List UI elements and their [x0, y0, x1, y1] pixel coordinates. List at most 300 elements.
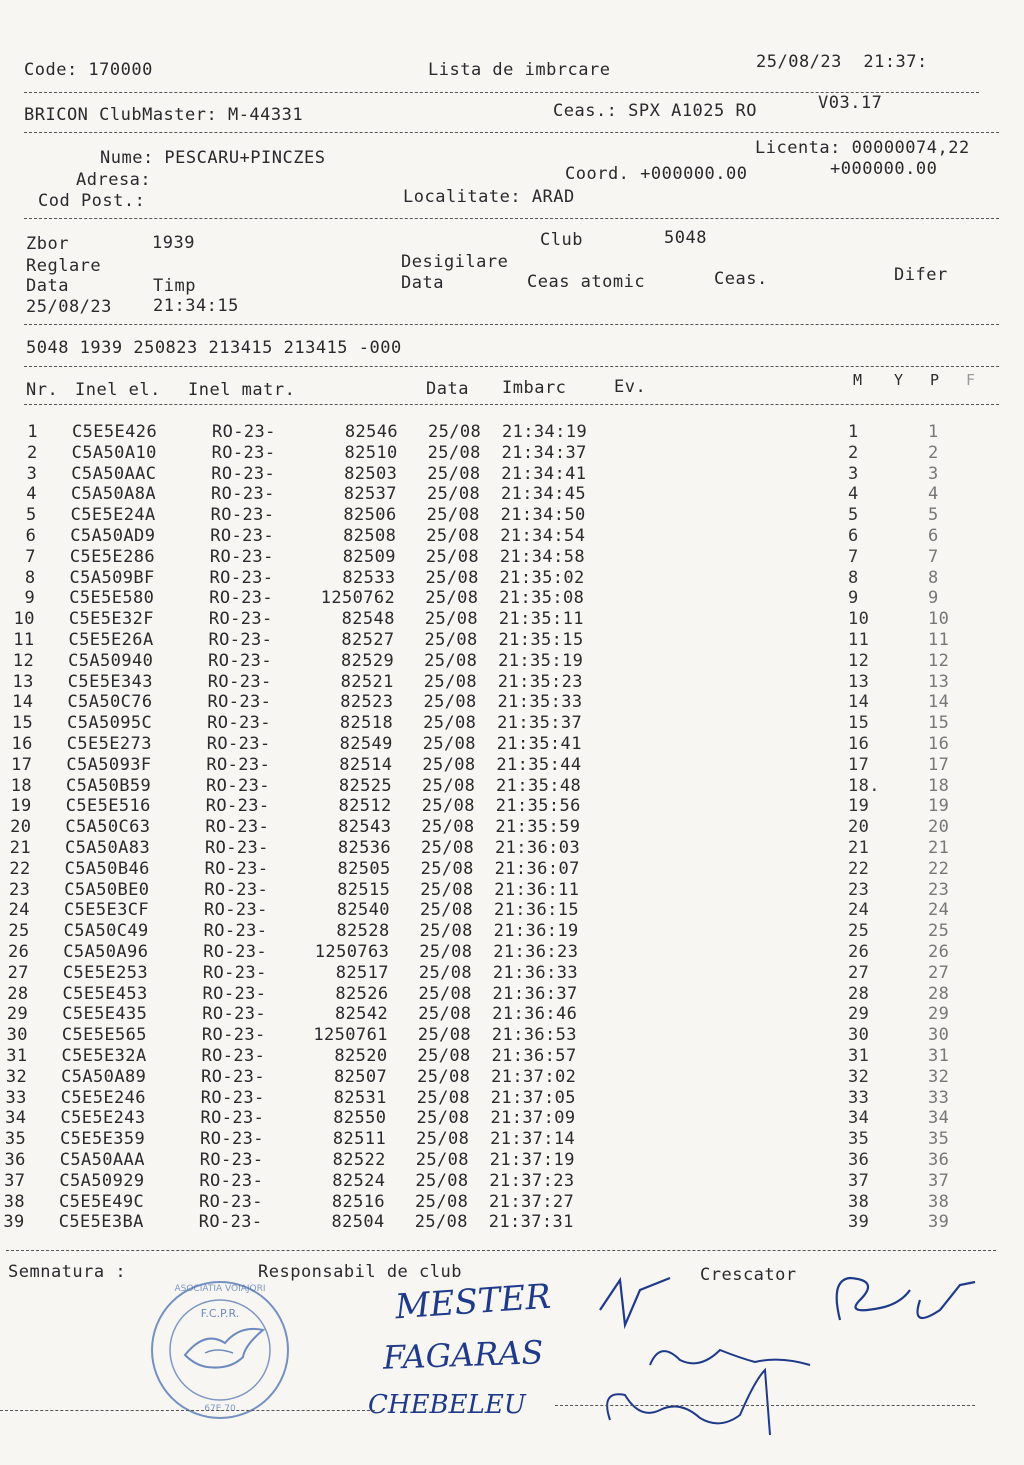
- row-p: 30: [928, 1025, 950, 1046]
- print-datetime: 25/08/23 21:37:: [756, 52, 928, 72]
- row-nr: 14: [12, 692, 34, 713]
- row-time: 21:35:23: [497, 671, 583, 692]
- row-p: 34: [928, 1108, 950, 1129]
- row-m: 37: [848, 1170, 870, 1191]
- row-inel-matr: 82537: [343, 484, 397, 505]
- difference-label: Difer: [894, 265, 948, 285]
- row-time: 21:37:05: [490, 1087, 576, 1108]
- row-inel-el: C5A509BF: [69, 567, 155, 588]
- row-inel-matr: 82505: [337, 858, 391, 879]
- row-prefix: RO-23-: [210, 505, 275, 526]
- row-time: 21:35:44: [496, 754, 582, 775]
- club-label: Club: [540, 230, 583, 250]
- table-row: [0, 526, 1024, 547]
- row-nr: 27: [7, 962, 29, 983]
- postal-code-label: Cod Post.:: [38, 191, 146, 211]
- row-p: 1: [928, 422, 939, 442]
- row-inel-matr: 82524: [332, 1170, 386, 1191]
- row-nr: 30: [6, 1025, 28, 1046]
- row-prefix: RO-23-: [205, 796, 270, 817]
- flight-number: 1939: [152, 233, 195, 253]
- row-nr: 32: [5, 1066, 28, 1087]
- row-date: 25/08: [415, 1150, 469, 1170]
- row-p: 11: [928, 630, 950, 650]
- col-inel-matr: Inel matr.: [188, 380, 296, 400]
- row-inel-el: C5E5E3BA: [58, 1212, 144, 1233]
- row-date: 25/08: [425, 588, 479, 609]
- table-row: [0, 1171, 1024, 1192]
- row-inel-matr: 82520: [334, 1046, 388, 1066]
- row-inel-el: C5A50C76: [67, 692, 153, 713]
- row-p: 31: [928, 1046, 950, 1066]
- row-date: 25/08: [421, 817, 475, 838]
- atomic-clock-label: Ceas atomic: [527, 272, 646, 292]
- row-date: 25/08: [423, 692, 477, 713]
- row-m: 26: [848, 942, 870, 962]
- row-nr: 1: [27, 422, 38, 442]
- row-date: 25/08: [424, 650, 478, 671]
- row-nr: 38: [3, 1191, 26, 1212]
- row-inel-el: C5A50A96: [63, 942, 149, 962]
- table-row: [0, 630, 1024, 651]
- row-date: 25/08: [425, 546, 480, 567]
- table-row: [0, 1004, 1024, 1025]
- row-p: 18: [928, 775, 950, 796]
- row-p: 16: [928, 734, 950, 754]
- row-m: 13: [848, 671, 870, 692]
- row-date: 25/08: [422, 775, 476, 796]
- row-nr: 4: [26, 484, 37, 505]
- row-p: 25: [928, 921, 950, 942]
- col-p: P: [930, 371, 940, 389]
- row-date: 25/08: [416, 1129, 470, 1150]
- club-master: BRICON ClubMaster: M-44331: [24, 105, 304, 125]
- row-time: 21:36:53: [491, 1025, 577, 1046]
- row-inel-matr: 1250763: [314, 942, 390, 962]
- row-prefix: RO-23-: [201, 1066, 265, 1087]
- row-nr: 13: [12, 671, 34, 692]
- table-row: [0, 963, 1024, 984]
- table-row: [0, 609, 1024, 630]
- row-date: 25/08: [427, 463, 481, 484]
- col-data: Data: [426, 379, 469, 399]
- row-m: 16: [848, 734, 870, 754]
- row-time: 21:34:19: [502, 422, 588, 442]
- row-prefix: RO-23-: [203, 900, 268, 921]
- row-date: 25/08: [417, 1046, 471, 1066]
- row-p: 35: [928, 1129, 950, 1150]
- row-p: 21: [928, 838, 950, 858]
- row-p: 26: [928, 942, 950, 962]
- row-date: 25/08: [423, 671, 477, 692]
- flight-label: Zbor: [26, 234, 69, 254]
- row-time: 21:34:41: [501, 463, 587, 484]
- row-date: 25/08: [426, 526, 480, 546]
- row-prefix: RO-23-: [199, 1170, 264, 1191]
- row-inel-el: C5A50929: [59, 1170, 145, 1191]
- row-inel-el: C5E5E580: [69, 588, 155, 609]
- table-row: [0, 1108, 1024, 1129]
- row-prefix: RO-23-: [211, 463, 276, 484]
- row-nr: 36: [4, 1150, 26, 1170]
- row-p: 24: [928, 900, 950, 921]
- row-inel-matr: 82525: [338, 775, 393, 796]
- row-p: 37: [928, 1170, 950, 1191]
- row-inel-matr: 82548: [341, 609, 395, 630]
- row-nr: 37: [4, 1170, 26, 1191]
- row-nr: 24: [8, 900, 30, 921]
- coordinates-2: +000000.00: [830, 159, 938, 179]
- row-time: 21:35:02: [499, 567, 585, 588]
- row-m: 14: [848, 692, 870, 713]
- row-p: 39: [928, 1212, 950, 1233]
- row-inel-el: C5A50A89: [61, 1066, 147, 1087]
- row-m: 11: [848, 630, 870, 650]
- signature-scribbles: [580, 1270, 980, 1450]
- row-p: 7: [928, 546, 939, 567]
- row-date: 25/08: [427, 442, 481, 463]
- row-time: 21:36:57: [491, 1046, 577, 1066]
- row-p: 8: [928, 567, 939, 588]
- row-p: 38: [928, 1191, 950, 1212]
- row-prefix: RO-23-: [205, 817, 270, 838]
- row-date: 25/08: [417, 1025, 472, 1046]
- row-m: 31: [848, 1046, 870, 1066]
- col-m: M: [853, 371, 863, 389]
- table-row: [0, 568, 1024, 589]
- date-label: Data: [26, 276, 69, 296]
- row-p: 33: [928, 1087, 950, 1108]
- row-m: 38: [848, 1191, 870, 1212]
- row-time: 21:34:45: [500, 484, 587, 505]
- row-prefix: RO-23-: [208, 650, 272, 671]
- row-p: 15: [928, 713, 950, 734]
- table-row: [0, 713, 1024, 734]
- row-m: 23: [848, 879, 870, 900]
- row-date: 25/08: [418, 983, 472, 1004]
- row-inel-matr: 82528: [336, 921, 390, 942]
- row-inel-el: C5E5E32A: [61, 1046, 147, 1066]
- svg-text:F.C.P.R.: F.C.P.R.: [200, 1307, 240, 1320]
- row-p: 3: [928, 463, 939, 484]
- table-row: [0, 796, 1024, 817]
- row-time: 21:35:08: [499, 588, 585, 609]
- row-inel-matr: 82506: [343, 505, 397, 526]
- row-inel-el: C5A50C49: [63, 921, 149, 942]
- row-inel-el: C5E5E453: [62, 983, 148, 1004]
- row-date: 25/08: [421, 796, 475, 817]
- row-nr: 5: [25, 505, 37, 526]
- row-prefix: RO-23-: [205, 838, 269, 858]
- row-date: 25/08: [426, 484, 481, 505]
- row-inel-el: C5A50C63: [65, 817, 151, 838]
- row-inel-el: C5A50AAC: [71, 463, 157, 484]
- table-row: [0, 1088, 1024, 1109]
- row-date: 25/08: [414, 1212, 468, 1233]
- row-inel-el: C5A5095C: [67, 713, 153, 734]
- row-inel-el: C5A50BE0: [64, 879, 150, 900]
- row-m: 5: [848, 505, 859, 526]
- row-inel-matr: 1250761: [313, 1025, 388, 1046]
- row-inel-el: C5A50B46: [64, 858, 150, 879]
- row-prefix: RO-23-: [212, 422, 276, 442]
- row-time: 21:36:11: [494, 879, 580, 900]
- row-inel-matr: 82540: [336, 900, 390, 921]
- table-row: [0, 984, 1024, 1005]
- row-nr: 23: [9, 879, 31, 900]
- row-m: 19: [848, 796, 870, 817]
- row-nr: 10: [13, 609, 35, 630]
- row-inel-matr: 82536: [337, 838, 391, 858]
- row-p: 27: [928, 962, 950, 983]
- address-label: Adresa:: [76, 170, 152, 190]
- table-row: [0, 880, 1024, 901]
- row-m: 1: [848, 422, 859, 442]
- document-title: Lista de imbrcare: [428, 60, 611, 80]
- table-row: [0, 588, 1024, 609]
- table-row: [0, 859, 1024, 880]
- row-p: 13: [928, 671, 950, 692]
- code-label: Code: 170000: [24, 60, 153, 80]
- row-prefix: RO-23-: [199, 1191, 263, 1212]
- row-nr: 34: [5, 1108, 27, 1129]
- table-row: [0, 692, 1024, 713]
- row-prefix: RO-23-: [208, 630, 273, 650]
- table-row: [0, 1025, 1024, 1046]
- row-prefix: RO-23-: [201, 1046, 266, 1066]
- row-inel-matr: 82512: [338, 796, 392, 817]
- row-p: 29: [928, 1004, 950, 1025]
- row-nr: 11: [13, 630, 35, 650]
- row-time: 21:35:37: [497, 713, 583, 734]
- signature-label: Semnatura :: [8, 1262, 127, 1282]
- row-prefix: RO-23-: [202, 962, 267, 983]
- row-p: 20: [928, 817, 950, 838]
- row-inel-el: C5A5093F: [66, 754, 152, 775]
- table-row: [0, 672, 1024, 693]
- row-nr: 7: [25, 546, 36, 567]
- row-m: 4: [848, 484, 859, 505]
- row-m: 29: [848, 1004, 870, 1025]
- row-time: 21:36:23: [493, 942, 579, 962]
- row-date: 25/08: [420, 858, 474, 879]
- row-date: 25/08: [426, 505, 480, 526]
- row-inel-matr: 82542: [335, 1004, 389, 1025]
- divider: [555, 1405, 975, 1406]
- row-inel-el: C5A50B59: [66, 775, 152, 796]
- row-nr: 12: [12, 650, 35, 671]
- table-row: [0, 900, 1024, 921]
- row-prefix: RO-23-: [210, 526, 275, 546]
- row-nr: 29: [6, 1004, 29, 1025]
- row-inel-matr: 82521: [340, 671, 394, 692]
- row-inel-matr: 82518: [339, 713, 394, 734]
- row-nr: 15: [11, 713, 34, 734]
- row-m: 35: [848, 1129, 870, 1150]
- table-row: [0, 942, 1024, 963]
- row-inel-el: C5E5E565: [61, 1025, 147, 1046]
- row-time: 21:36:46: [492, 1004, 578, 1025]
- row-time: 21:35:59: [495, 817, 581, 838]
- club-number: 5048: [664, 228, 707, 248]
- row-nr: 2: [27, 442, 38, 463]
- table-row: [0, 1129, 1024, 1150]
- col-nr: Nr.: [26, 380, 59, 400]
- handwritten-mester: MESTER: [393, 1276, 553, 1328]
- row-nr: 22: [9, 858, 31, 879]
- row-date: 25/08: [422, 754, 476, 775]
- table-row: [0, 1067, 1024, 1088]
- row-m: 9: [848, 588, 859, 609]
- row-inel-matr: 82508: [343, 526, 397, 546]
- col-y: Y: [894, 371, 904, 389]
- row-inel-el: C5E5E343: [67, 671, 153, 692]
- row-prefix: RO-23-: [209, 588, 273, 609]
- row-time: 21:34:50: [500, 505, 586, 526]
- unsealing-label: Desigilare: [401, 252, 509, 272]
- row-prefix: RO-23-: [206, 754, 271, 775]
- row-m: 20: [848, 817, 870, 838]
- row-nr: 25: [8, 921, 30, 942]
- row-nr: 8: [24, 567, 36, 588]
- row-time: 21:37:27: [489, 1191, 575, 1212]
- table-row: [0, 1150, 1024, 1171]
- table-row: [0, 651, 1024, 672]
- table-row: [0, 921, 1024, 942]
- row-prefix: RO-23-: [209, 546, 274, 567]
- row-inel-matr: 82509: [342, 546, 396, 567]
- row-inel-matr: 1250762: [320, 588, 396, 609]
- row-p: 6: [928, 526, 939, 546]
- row-inel-matr: 82503: [344, 463, 398, 484]
- row-prefix: RO-23-: [204, 879, 269, 900]
- row-m: 25: [848, 921, 870, 942]
- row-time: 21:35:33: [497, 692, 583, 713]
- row-time: 21:35:56: [495, 796, 581, 817]
- row-m: 34: [848, 1108, 870, 1129]
- row-time: 21:36:07: [494, 858, 580, 879]
- row-m: 3: [848, 463, 859, 484]
- row-inel-matr: 82522: [332, 1150, 386, 1170]
- clock-label: Ceas.: [714, 269, 768, 289]
- row-date: 25/08: [424, 609, 479, 630]
- row-date: 25/08: [424, 630, 478, 650]
- row-nr: 26: [7, 942, 30, 962]
- row-inel-el: C5A50940: [68, 650, 154, 671]
- row-time: 21:34:54: [500, 526, 586, 546]
- row-date: 25/08: [415, 1170, 469, 1191]
- row-inel-matr: 82510: [344, 442, 398, 463]
- row-m: 21: [848, 838, 870, 858]
- row-inel-matr: 82543: [338, 817, 392, 838]
- row-inel-matr: 82511: [332, 1129, 387, 1150]
- row-inel-matr: 82526: [335, 983, 389, 1004]
- row-nr: 20: [10, 817, 32, 838]
- row-prefix: RO-23-: [203, 921, 268, 942]
- row-nr: 39: [3, 1212, 25, 1233]
- col-inel-el: Inel el.: [75, 380, 161, 400]
- table-row: [0, 1192, 1024, 1213]
- row-nr: 28: [7, 983, 29, 1004]
- row-inel-matr: 82507: [333, 1066, 388, 1087]
- clock-model: Ceas.: SPX A1025 RO: [553, 101, 757, 121]
- table-row: [0, 422, 1024, 443]
- row-p: 28: [928, 983, 950, 1004]
- row-prefix: RO-23-: [210, 484, 275, 505]
- row-p: 23: [928, 879, 950, 900]
- row-nr: 33: [5, 1087, 27, 1108]
- breeder-label: Crescator: [700, 1265, 797, 1285]
- row-inel-el: C5A50A83: [65, 838, 151, 858]
- row-date: 25/08: [419, 942, 473, 962]
- row-m: 32: [848, 1066, 870, 1087]
- row-inel-matr: 82514: [339, 754, 393, 775]
- row-date: 25/08: [416, 1087, 470, 1108]
- row-m: 22: [848, 858, 870, 879]
- row-inel-matr: 82533: [342, 567, 396, 588]
- row-prefix: RO-23-: [211, 442, 276, 463]
- row-inel-matr: 82516: [331, 1191, 386, 1212]
- row-p: 5: [928, 505, 939, 526]
- row-inel-el: C5E5E3CF: [63, 900, 150, 921]
- row-inel-el: C5E5E26A: [68, 630, 154, 650]
- row-m: 28: [848, 983, 870, 1004]
- row-nr: 6: [25, 526, 37, 546]
- row-nr: 16: [11, 734, 33, 754]
- row-inel-matr: 82546: [344, 422, 398, 442]
- row-date: 25/08: [418, 1004, 472, 1025]
- row-m: 12: [848, 650, 870, 671]
- row-prefix: RO-23-: [200, 1087, 265, 1108]
- row-m: 33: [848, 1087, 870, 1108]
- summary-line: 5048 1939 250823 213415 213415 -000: [26, 338, 402, 358]
- row-inel-matr: 82515: [337, 879, 391, 900]
- row-inel-matr: 82549: [339, 734, 393, 754]
- row-inel-el: C5A50AD9: [70, 526, 156, 546]
- row-p: 12: [928, 650, 950, 671]
- row-time: 21:34:58: [499, 546, 585, 567]
- license: Licenta: 00000074,22: [755, 138, 970, 158]
- row-nr: 3: [26, 463, 38, 484]
- row-p: 14: [928, 692, 950, 713]
- row-prefix: RO-23-: [207, 671, 272, 692]
- row-prefix: RO-23-: [203, 942, 268, 962]
- row-time: 21:35:15: [498, 630, 584, 650]
- table-row: [0, 484, 1024, 505]
- row-m: 39: [848, 1212, 870, 1233]
- row-inel-el: C5E5E32F: [68, 609, 154, 630]
- row-date: 25/08: [421, 838, 475, 858]
- table-row: [0, 1046, 1024, 1067]
- row-date: 25/08: [420, 879, 474, 900]
- row-inel-el: C5A50A8A: [70, 484, 157, 505]
- row-m: 7: [848, 546, 859, 567]
- row-time: 21:35:41: [496, 734, 582, 754]
- row-time: 21:37:14: [490, 1129, 576, 1150]
- row-prefix: RO-23-: [198, 1212, 263, 1233]
- row-prefix: RO-23-: [200, 1108, 265, 1129]
- col-f: F: [966, 371, 976, 389]
- row-m: 10: [848, 609, 870, 630]
- row-inel-el: C5E5E24A: [70, 505, 156, 526]
- row-time: 21:35:11: [498, 609, 584, 630]
- row-date: 25/08: [417, 1066, 471, 1087]
- unseal-date-label: Data: [401, 273, 444, 293]
- row-time: 21:36:19: [493, 921, 579, 942]
- row-inel-el: C5E5E359: [60, 1129, 146, 1150]
- svg-text:ASOCIATIA VOIAJORI: ASOCIATIA VOIAJORI: [174, 1284, 266, 1294]
- row-m: 36: [848, 1150, 870, 1170]
